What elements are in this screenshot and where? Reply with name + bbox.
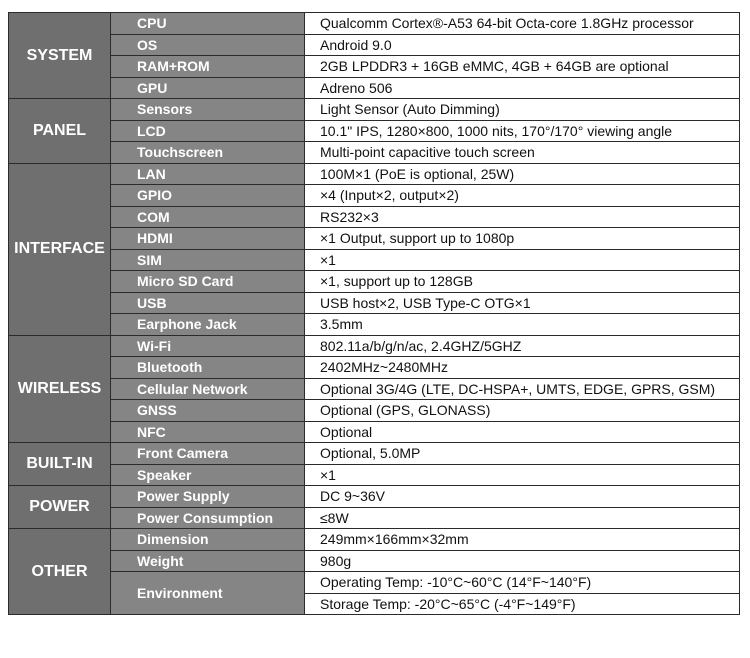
- spec-row: [9, 550, 740, 572]
- spec-label-com: COM: [111, 206, 305, 228]
- spec-value-com: RS232×3: [305, 206, 740, 228]
- spec-value-os: Android 9.0: [305, 34, 740, 56]
- spec-row: [9, 443, 740, 465]
- spec-label-power-consumption: Power Consumption: [111, 507, 305, 529]
- spec-row: [9, 400, 740, 422]
- spec-value-nfc: Optional: [305, 421, 740, 443]
- category-built-in: BUILT-IN: [9, 443, 111, 486]
- category-interface: INTERFACE: [9, 163, 111, 335]
- spec-row: [9, 335, 740, 357]
- spec-value-ram-rom: 2GB LPDDR3 + 16GB eMMC, 4GB + 64GB are optional: [305, 56, 740, 78]
- spec-label-gnss: GNSS: [111, 400, 305, 422]
- spec-row: [9, 529, 740, 551]
- spec-row: [9, 314, 740, 336]
- spec-value-power-supply: DC 9~36V: [305, 486, 740, 508]
- spec-row: [9, 34, 740, 56]
- spec-value-gnss: Optional (GPS, GLONASS): [305, 400, 740, 422]
- spec-row: [9, 464, 740, 486]
- spec-value-bluetooth: 2402MHz~2480MHz: [305, 357, 740, 379]
- category-wireless: WIRELESS: [9, 335, 111, 443]
- spec-label-touchscreen: Touchscreen: [111, 142, 305, 164]
- spec-row: [9, 77, 740, 99]
- spec-table: [8, 12, 740, 615]
- spec-row: [9, 163, 740, 185]
- category-panel: PANEL: [9, 99, 111, 164]
- spec-row: [9, 206, 740, 228]
- spec-label-bluetooth: Bluetooth: [111, 357, 305, 379]
- spec-value-touchscreen: Multi-point capacitive touch screen: [305, 142, 740, 164]
- spec-value-environment: Storage Temp: -20°C~65°C (-4°F~149°F): [305, 593, 740, 615]
- spec-label-usb: USB: [111, 292, 305, 314]
- spec-label-environment: Environment: [111, 572, 305, 615]
- spec-value-power-consumption: ≤8W: [305, 507, 740, 529]
- spec-row: [9, 486, 740, 508]
- spec-label-sensors: Sensors: [111, 99, 305, 121]
- spec-row: [9, 357, 740, 379]
- spec-row: [9, 13, 740, 35]
- spec-row: [9, 56, 740, 78]
- spec-row: [9, 142, 740, 164]
- spec-value-environment: Operating Temp: -10°C~60°C (14°F~140°F): [305, 572, 740, 594]
- spec-label-cellular-network: Cellular Network: [111, 378, 305, 400]
- spec-label-gpio: GPIO: [111, 185, 305, 207]
- spec-label-sim: SIM: [111, 249, 305, 271]
- spec-row: [9, 271, 740, 293]
- spec-row: [9, 228, 740, 250]
- spec-value-gpio: ×4 (Input×2, output×2): [305, 185, 740, 207]
- category-power: POWER: [9, 486, 111, 529]
- spec-row: [9, 292, 740, 314]
- spec-value-hdmi: ×1 Output, support up to 1080p: [305, 228, 740, 250]
- spec-row: [9, 99, 740, 121]
- spec-row: [9, 572, 740, 594]
- spec-value-gpu: Adreno 506: [305, 77, 740, 99]
- spec-row: [9, 421, 740, 443]
- spec-value-wi-fi: 802.11a/b/g/n/ac, 2.4GHZ/5GHZ: [305, 335, 740, 357]
- spec-value-sim: ×1: [305, 249, 740, 271]
- spec-label-nfc: NFC: [111, 421, 305, 443]
- spec-row: [9, 507, 740, 529]
- spec-label-cpu: CPU: [111, 13, 305, 35]
- spec-label-hdmi: HDMI: [111, 228, 305, 250]
- spec-value-front-camera: Optional, 5.0MP: [305, 443, 740, 465]
- spec-value-micro-sd-card: ×1, support up to 128GB: [305, 271, 740, 293]
- spec-value-cellular-network: Optional 3G/4G (LTE, DC-HSPA+, UMTS, EDGE, GPRS, GSM): [305, 378, 740, 400]
- spec-row: [9, 378, 740, 400]
- spec-value-weight: 980g: [305, 550, 740, 572]
- spec-label-wi-fi: Wi-Fi: [111, 335, 305, 357]
- spec-value-cpu: Qualcomm Cortex®-A53 64-bit Octa-core 1.8GHz processor: [305, 13, 740, 35]
- spec-label-front-camera: Front Camera: [111, 443, 305, 465]
- spec-label-os: OS: [111, 34, 305, 56]
- spec-row: [9, 185, 740, 207]
- spec-label-gpu: GPU: [111, 77, 305, 99]
- spec-table-body: [9, 13, 740, 615]
- spec-label-power-supply: Power Supply: [111, 486, 305, 508]
- spec-label-micro-sd-card: Micro SD Card: [111, 271, 305, 293]
- spec-value-lan: 100M×1 (PoE is optional, 25W): [305, 163, 740, 185]
- category-system: SYSTEM: [9, 13, 111, 99]
- spec-row: [9, 120, 740, 142]
- spec-value-earphone-jack: 3.5mm: [305, 314, 740, 336]
- spec-value-dimension: 249mm×166mm×32mm: [305, 529, 740, 551]
- spec-label-lan: LAN: [111, 163, 305, 185]
- spec-value-sensors: Light Sensor (Auto Dimming): [305, 99, 740, 121]
- category-other: OTHER: [9, 529, 111, 615]
- spec-label-earphone-jack: Earphone Jack: [111, 314, 305, 336]
- spec-value-lcd: 10.1" IPS, 1280×800, 1000 nits, 170°/170° viewing angle: [305, 120, 740, 142]
- spec-label-lcd: LCD: [111, 120, 305, 142]
- spec-label-weight: Weight: [111, 550, 305, 572]
- spec-value-usb: USB host×2, USB Type-C OTG×1: [305, 292, 740, 314]
- spec-label-dimension: Dimension: [111, 529, 305, 551]
- spec-label-ram-rom: RAM+ROM: [111, 56, 305, 78]
- spec-row: [9, 249, 740, 271]
- spec-value-speaker: ×1: [305, 464, 740, 486]
- spec-label-speaker: Speaker: [111, 464, 305, 486]
